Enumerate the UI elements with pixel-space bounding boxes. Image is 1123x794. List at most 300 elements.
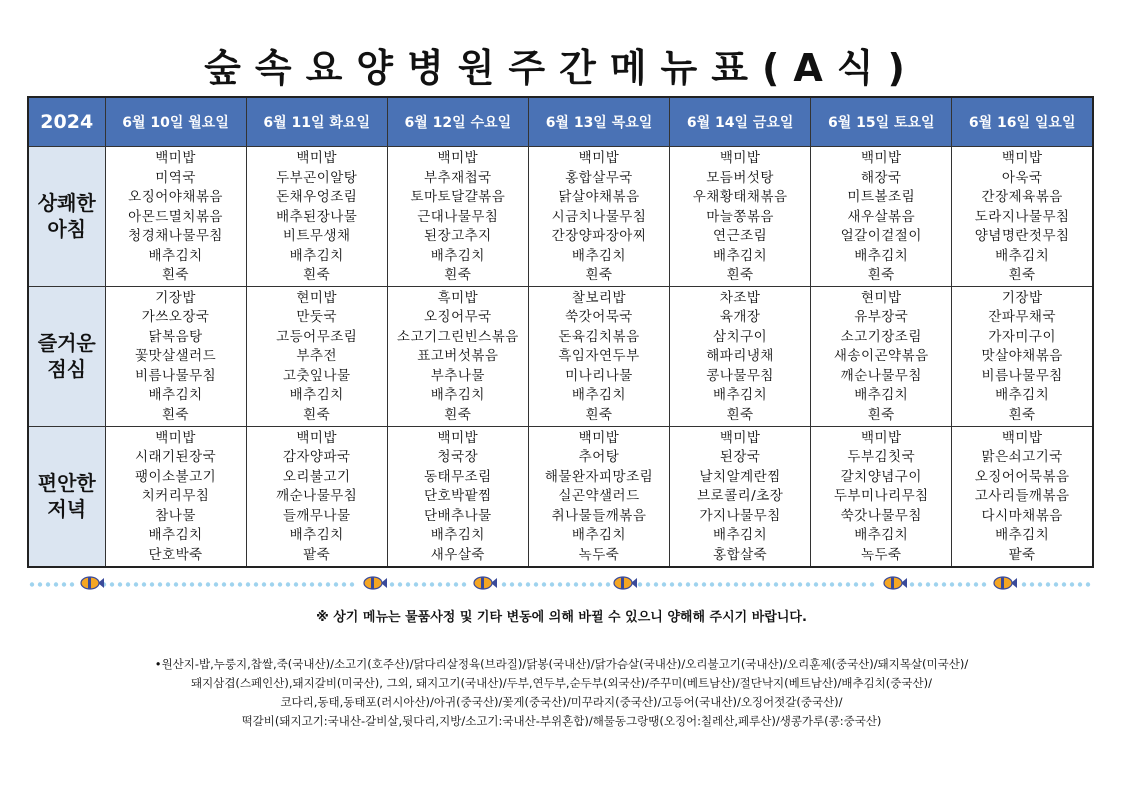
- bubble-dot: [646, 582, 650, 586]
- menu-item: 배추김치: [995, 247, 1050, 264]
- bubble-dot: [830, 582, 834, 586]
- menu-item: 부추나물: [430, 367, 485, 384]
- menu-item: 해물완자피망조림: [544, 468, 654, 485]
- fish-icon: [474, 577, 497, 589]
- bubble-dot: [150, 582, 154, 586]
- menu-item: 청경채나물무침: [128, 228, 223, 244]
- menu-item: 미나리나물: [565, 367, 633, 384]
- origin-info: [20, 655, 1103, 731]
- menu-item: 백미밥: [578, 429, 620, 446]
- menu-item: 배추김치: [430, 387, 485, 404]
- menu-cell: [952, 286, 1093, 426]
- menu-item: 추어탕: [578, 449, 620, 466]
- menu-cell: [811, 286, 952, 426]
- bubble-dot: [662, 582, 666, 586]
- menu-item: 깨순나물무침: [276, 488, 358, 505]
- bubble-dot: [1046, 582, 1050, 586]
- menu-item: 간장양파장아찌: [551, 228, 647, 244]
- bubble-dot: [310, 582, 314, 586]
- menu-item: 백미밥: [719, 429, 761, 446]
- bubble-dot: [62, 582, 66, 586]
- bubble-dot: [158, 582, 162, 586]
- bubble-dot: [910, 582, 914, 586]
- year-header: 2024: [28, 97, 105, 147]
- bubble-dot: [606, 582, 610, 586]
- menu-item: 배추김치: [289, 527, 344, 544]
- menu-item: 단호박죽: [148, 546, 203, 563]
- menu-cell: [528, 426, 669, 567]
- bubble-dot: [30, 582, 34, 586]
- fish-icon: [81, 577, 104, 589]
- menu-item: 홍합살무국: [565, 169, 633, 186]
- menu-item: 청국장: [437, 449, 479, 466]
- menu-item: 배추김치: [148, 527, 203, 544]
- menu-cell: [670, 147, 811, 287]
- menu-item: 오징어어묵볶음: [974, 468, 1070, 485]
- day-header: 6월 14일 금요일: [670, 97, 811, 147]
- menu-item: 동태무조림: [423, 468, 492, 485]
- meal-label-line: 즐거운: [37, 331, 96, 356]
- menu-item: 새송이곤약볶음: [833, 348, 929, 365]
- bubble-dot: [982, 582, 986, 586]
- menu-item: 소고기장조림: [840, 328, 922, 345]
- menu-item: 오징어무국: [423, 309, 492, 326]
- bubble-dot: [518, 582, 522, 586]
- bubble-dot: [174, 582, 178, 586]
- bubble-dot: [326, 582, 330, 586]
- menu-item: 백미밥: [437, 150, 479, 166]
- menu-item: 배추김치: [430, 527, 485, 544]
- bubble-dot: [582, 582, 586, 586]
- fish-icon: [364, 577, 387, 589]
- bubble-dot: [302, 582, 306, 586]
- dinner-row: [28, 426, 1093, 567]
- menu-item: 도라지나물무침: [974, 208, 1070, 225]
- menu-item: 팥죽: [1008, 546, 1036, 563]
- bubble-dot: [190, 582, 194, 586]
- day-header: 6월 10일 월요일: [105, 97, 246, 147]
- menu-item: 꽃맛살샐러드: [134, 348, 217, 365]
- menu-item: 아몬드멸치볶음: [128, 208, 223, 225]
- menu-item: 깨순나물무침: [840, 367, 922, 384]
- menu-item: 백미밥: [860, 150, 902, 166]
- menu-item: 배추김치: [854, 387, 909, 404]
- menu-item: 백미밥: [296, 150, 338, 166]
- fish-bubble-divider: [28, 576, 1093, 590]
- day-header: 6월 12일 수요일: [387, 97, 528, 147]
- menu-item: 흰죽: [444, 406, 472, 423]
- menu-item: 단호박팥찜: [423, 488, 492, 505]
- bubble-dot: [398, 582, 402, 586]
- menu-item: 가지나물무침: [699, 507, 781, 524]
- menu-item: 맛살야채볶음: [981, 348, 1063, 365]
- menu-item: 고사리들깨볶음: [974, 488, 1070, 505]
- menu-item: 흰죽: [1008, 267, 1036, 283]
- bubble-dot: [126, 582, 130, 586]
- menu-item: 배추김치: [571, 247, 627, 264]
- bubble-dot: [726, 582, 730, 586]
- menu-item: 된장국: [719, 449, 761, 466]
- menu-cell: [811, 426, 952, 567]
- menu-item: 배추김치: [289, 247, 344, 264]
- bubble-dot: [246, 582, 250, 586]
- menu-item: 참나물: [155, 507, 196, 524]
- menu-item: 백미밥: [155, 150, 196, 166]
- bubble-dot: [166, 582, 170, 586]
- menu-item: 배추김치: [148, 247, 203, 264]
- bubble-dot: [678, 582, 682, 586]
- menu-item: 두부미나리무침: [833, 488, 929, 505]
- menu-item: 잔파무채국: [988, 309, 1057, 326]
- bubble-dot: [574, 582, 578, 586]
- bubble-dot: [710, 582, 714, 586]
- menu-item: 두부곤이알탕: [276, 169, 358, 186]
- menu-item: 쑥갓어묵국: [565, 309, 633, 326]
- menu-item: 홍합살죽: [713, 546, 768, 563]
- menu-item: 백미밥: [1001, 150, 1043, 166]
- meal-label: [28, 426, 105, 567]
- bubble-dot: [846, 582, 850, 586]
- bubble-dot: [462, 582, 466, 586]
- meal-label-line: 점심: [47, 357, 87, 382]
- menu-item: 오징어야채볶음: [128, 189, 223, 205]
- menu-item: 녹두죽: [860, 546, 902, 563]
- menu-item: 닭복음탕: [148, 328, 203, 345]
- menu-item: 고등어무조림: [276, 328, 358, 345]
- bubble-dot: [278, 582, 282, 586]
- menu-item: 쑥갓나물무침: [840, 507, 922, 524]
- bubble-dot: [110, 582, 114, 586]
- bubble-dot: [454, 582, 458, 586]
- bubble-dot: [182, 582, 186, 586]
- bubble-dot: [1022, 582, 1026, 586]
- origin-line: •원산지-밥,누룽지,찹쌀,죽(국내산)/소고기(호주산)/닭다리살정육(브라질)/닭봉(국내산)/닭가슴살(국내산)/오리불고기(국내산)/오리훈제(중국산)/돼지목살(미국산)/: [154, 657, 969, 671]
- menu-item: 백미밥: [860, 429, 902, 446]
- menu-item: 흰죽: [162, 267, 190, 283]
- menu-cell: [246, 426, 387, 567]
- notice-text: ※ 상기 메뉴는 물품사정 및 기타 변동에 의해 바뀔 수 있으니 양해해 주시기 바랍니다.: [316, 610, 807, 625]
- menu-cell: [952, 147, 1093, 287]
- menu-item: 다시마채볶음: [981, 507, 1063, 524]
- menu-item: 비트무생채: [282, 228, 351, 244]
- menu-cell: [105, 426, 246, 567]
- bubble-dot: [814, 582, 818, 586]
- bubble-dot: [950, 582, 954, 586]
- menu-item: 비름나물무침: [981, 367, 1063, 384]
- menu-item: 현미밥: [860, 289, 902, 306]
- menu-item: 해파리냉채: [706, 348, 774, 365]
- bubble-dot: [1070, 582, 1074, 586]
- menu-item: 근대나물무침: [417, 208, 499, 225]
- menu-item: 시래기된장국: [134, 449, 217, 466]
- bubble-dot: [774, 582, 778, 586]
- bubble-dot: [262, 582, 266, 586]
- bubble-dot: [38, 582, 42, 586]
- bubble-dot: [934, 582, 938, 586]
- bubble-dot: [758, 582, 762, 586]
- bubble-dot: [766, 582, 770, 586]
- bubble-dot: [318, 582, 322, 586]
- menu-cell: [387, 286, 528, 426]
- bubble-dot: [198, 582, 202, 586]
- menu-item: 배추김치: [148, 387, 203, 404]
- menu-item: 부추전: [296, 348, 338, 365]
- fish-icon: [994, 577, 1017, 589]
- menu-cell: [105, 147, 246, 287]
- menu-item: 들깨무나물: [282, 507, 351, 524]
- menu-item: 흰죽: [1008, 406, 1036, 423]
- menu-item: 단배추나물: [423, 507, 492, 524]
- menu-cell: [670, 286, 811, 426]
- menu-cell: [387, 426, 528, 567]
- bubble-dot: [526, 582, 530, 586]
- menu-item: 두부김칫국: [847, 449, 916, 466]
- menu-cell: [811, 147, 952, 287]
- menu-item: 맑은쇠고기국: [981, 449, 1063, 466]
- bubble-dot: [406, 582, 410, 586]
- bubble-dot: [350, 582, 354, 586]
- bubble-dot: [598, 582, 602, 586]
- menu-item: 찰보리밥: [571, 289, 627, 306]
- origin-line: 코다리,동태,동태포(러시아산)/아귀(중국산)/꽃게(중국산)/미꾸라지(중국산)/고등어(국내산)/오징어젓갈(중국산)/: [280, 695, 843, 709]
- menu-item: 갈치양념구이: [840, 468, 922, 485]
- menu-item: 배추김치: [713, 387, 768, 404]
- menu-item: 치커리무침: [141, 488, 210, 505]
- menu-item: 녹두죽: [578, 546, 620, 563]
- bubble-dot: [446, 582, 450, 586]
- bubble-dot: [550, 582, 554, 586]
- origin-line: 돼지삼겹(스페인산),돼지갈비(미국산), 그외, 돼지고기(국내산)/두부,연두부,순두부(외국산)/주꾸미(베트남산)/절단낙지(베트남산)/배추김치(중국산)/: [191, 676, 932, 690]
- menu-item: 백미밥: [719, 150, 761, 166]
- menu-item: 해장국: [860, 169, 902, 186]
- menu-item: 백미밥: [1001, 429, 1043, 446]
- bubble-dot: [230, 582, 234, 586]
- menu-item: 백미밥: [155, 429, 196, 446]
- weekly-menu-table: [27, 96, 1094, 568]
- bubble-dot: [438, 582, 442, 586]
- bubble-dot: [742, 582, 746, 586]
- bubble-dot: [966, 582, 970, 586]
- menu-item: 흰죽: [726, 267, 754, 283]
- bubble-dot: [502, 582, 506, 586]
- meal-label-line: 상쾌한: [37, 191, 96, 216]
- menu-item: 흰죽: [585, 406, 613, 423]
- fish-icon: [884, 577, 907, 589]
- menu-item: 배추김치: [995, 387, 1050, 404]
- lunch-row: [28, 286, 1093, 426]
- bubble-dot: [750, 582, 754, 586]
- menu-item: 팽이소불고기: [134, 468, 217, 485]
- day-header: 6월 13일 목요일: [528, 97, 669, 147]
- meal-label-line: 아침: [47, 217, 87, 242]
- header-row: [28, 97, 1093, 147]
- bubble-dot: [54, 582, 58, 586]
- bubble-dot: [1062, 582, 1066, 586]
- menu-item: 감자양파국: [282, 449, 351, 466]
- menu-item: 모듬버섯탕: [706, 169, 774, 186]
- bubble-dot: [718, 582, 722, 586]
- menu-item: 가쓰오장국: [141, 309, 210, 326]
- bubble-dot: [534, 582, 538, 586]
- bubble-dot: [782, 582, 786, 586]
- bubble-dot: [862, 582, 866, 586]
- bubble-dot: [798, 582, 802, 586]
- bubble-dot: [974, 582, 978, 586]
- bubble-dot: [46, 582, 50, 586]
- menu-item: 마늘쫑볶음: [706, 208, 774, 225]
- page-title: 숲속요양병원주간메뉴표(A식): [204, 46, 919, 90]
- day-header: 6월 16일 일요일: [952, 97, 1093, 147]
- menu-item: 배추김치: [713, 527, 768, 544]
- menu-item: 유부장국: [854, 309, 909, 326]
- meal-label-line: 편안한: [37, 471, 96, 496]
- bubble-dot: [430, 582, 434, 586]
- menu-item: 흰죽: [585, 267, 613, 283]
- bubble-dot: [294, 582, 298, 586]
- bubble-dot: [1078, 582, 1082, 586]
- menu-item: 흰죽: [303, 406, 331, 423]
- bubble-dot: [1038, 582, 1042, 586]
- menu-item: 육개장: [719, 309, 761, 326]
- menu-item: 삼치구이: [713, 328, 768, 345]
- menu-item: 백미밥: [296, 429, 338, 446]
- menu-item: 간장제육볶음: [981, 189, 1063, 205]
- bubble-dot: [206, 582, 210, 586]
- menu-item: 흰죽: [444, 267, 472, 283]
- bubble-dot: [342, 582, 346, 586]
- menu-item: 닭살야채볶음: [558, 189, 640, 205]
- menu-item: 비름나물무침: [134, 367, 217, 384]
- bubble-dot: [638, 582, 642, 586]
- menu-cell: [105, 286, 246, 426]
- menu-item: 흰죽: [867, 267, 895, 283]
- bubble-dot: [854, 582, 858, 586]
- bubble-dot: [870, 582, 874, 586]
- menu-item: 브로콜리/초장: [696, 488, 784, 505]
- menu-item: 배추김치: [571, 387, 627, 404]
- bubble-dot: [558, 582, 562, 586]
- menu-item: 차조밥: [719, 289, 761, 306]
- bubble-dot: [286, 582, 290, 586]
- bubble-dot: [942, 582, 946, 586]
- menu-item: 소고기그린빈스볶음: [396, 328, 519, 345]
- bubble-dot: [214, 582, 218, 586]
- menu-item: 배추김치: [430, 247, 485, 264]
- menu-item: 배추김치: [713, 247, 768, 264]
- bubble-dot: [566, 582, 570, 586]
- bubble-dot: [822, 582, 826, 586]
- bubble-dot: [390, 582, 394, 586]
- menu-cell: [528, 286, 669, 426]
- menu-item: 가자미구이: [988, 328, 1057, 345]
- day-header: 6월 11일 화요일: [246, 97, 387, 147]
- menu-item: 표고버섯볶음: [417, 348, 499, 365]
- menu-item: 양념명란젓무침: [974, 228, 1070, 244]
- menu-item: 백미밥: [437, 429, 479, 446]
- origin-line: 떡갈비(돼지고기:국내산-갈비살,뒷다리,지방/소고기:국내산-부위혼합)/해물동그랑땡(오징어:칠레산,페루산)/생콩가루(콩:중국산): [241, 714, 882, 728]
- bubble-dot: [510, 582, 514, 586]
- menu-item: 미역국: [155, 169, 196, 186]
- menu-item: 아욱국: [1001, 169, 1043, 186]
- menu-item: 연근조림: [713, 228, 768, 244]
- bubble-dot: [118, 582, 122, 586]
- bubble-dot: [414, 582, 418, 586]
- menu-cell: [528, 147, 669, 287]
- bubble-dot: [654, 582, 658, 586]
- menu-item: 된장고추지: [423, 228, 492, 244]
- bubble-dot: [1030, 582, 1034, 586]
- menu-cell: [387, 147, 528, 287]
- meal-label: [28, 147, 105, 287]
- bubble-dot: [334, 582, 338, 586]
- meal-label: [28, 286, 105, 426]
- menu-item: 배추김치: [854, 527, 909, 544]
- menu-item: 배추김치: [995, 527, 1050, 544]
- day-header: 6월 15일 토요일: [811, 97, 952, 147]
- menu-cell: [952, 426, 1093, 567]
- menu-item: 배추김치: [289, 387, 344, 404]
- meal-label-line: 저녁: [47, 497, 87, 522]
- bubble-dot: [702, 582, 706, 586]
- menu-item: 만둣국: [296, 309, 338, 326]
- bubble-dot: [806, 582, 810, 586]
- bubble-dot: [270, 582, 274, 586]
- bubble-dot: [542, 582, 546, 586]
- bubble-dot: [422, 582, 426, 586]
- bubble-dot: [918, 582, 922, 586]
- menu-item: 배추된장나물: [276, 208, 358, 225]
- bubble-dot: [686, 582, 690, 586]
- menu-item: 우채황태채볶음: [692, 189, 788, 205]
- menu-item: 취나물들깨볶음: [551, 507, 647, 524]
- menu-item: 실곤약샐러드: [558, 488, 640, 505]
- menu-item: 기장밥: [1001, 289, 1043, 306]
- menu-item: 흑임자연두부: [558, 348, 640, 365]
- menu-item: 배추김치: [571, 527, 627, 544]
- menu-cell: [246, 286, 387, 426]
- bubble-dot: [958, 582, 962, 586]
- menu-item: 돈채우엉조림: [276, 189, 358, 205]
- menu-item: 기장밥: [155, 289, 196, 306]
- bubble-dot: [134, 582, 138, 586]
- bubble-dot: [238, 582, 242, 586]
- bubble-dot: [926, 582, 930, 586]
- bubble-dot: [590, 582, 594, 586]
- bubble-dot: [1086, 582, 1090, 586]
- breakfast-row: [28, 147, 1093, 287]
- bubble-dot: [838, 582, 842, 586]
- bubble-dot: [790, 582, 794, 586]
- menu-item: 토마토달걀볶음: [410, 189, 506, 205]
- menu-item: 날치알계란찜: [699, 468, 781, 485]
- menu-item: 부추재첩국: [423, 169, 492, 186]
- menu-item: 돈육김치볶음: [558, 328, 640, 345]
- menu-cell: [246, 147, 387, 287]
- menu-item: 흰죽: [867, 406, 895, 423]
- bubble-dot: [670, 582, 674, 586]
- menu-item: 흑미밥: [437, 289, 479, 306]
- menu-item: 팥죽: [303, 546, 331, 563]
- menu-item: 얼갈이겉절이: [840, 228, 922, 244]
- fish-icon: [614, 577, 637, 589]
- menu-item: 오리불고기: [282, 468, 351, 485]
- menu-item: 고춧잎나물: [282, 367, 351, 384]
- bubble-dot: [254, 582, 258, 586]
- menu-item: 새우살죽: [430, 546, 485, 563]
- bubble-dot: [1054, 582, 1058, 586]
- bubble-dot: [222, 582, 226, 586]
- menu-item: 시금치나물무침: [551, 208, 647, 225]
